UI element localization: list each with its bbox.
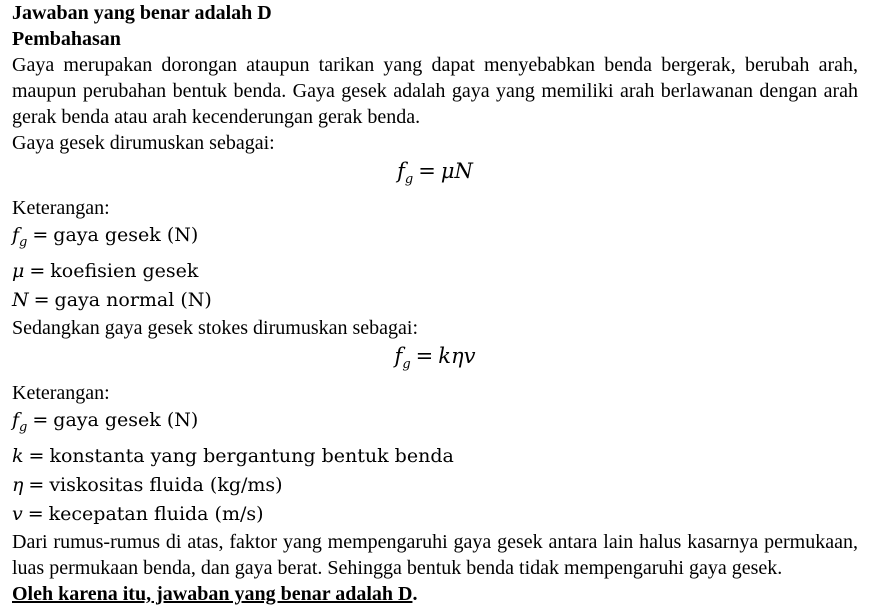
legend-item	[12, 442, 858, 471]
legend-symbol: N	[12, 289, 29, 311]
formula-intro: Gaya gesek dirumuskan sebagai:	[12, 132, 275, 154]
formula-rhs: μN	[440, 159, 473, 183]
conclusion-paragraph: Dari rumus-rumus di atas, faktor yang mempengaruhi gaya gesek antara lain halus kasarnya permukaan, luas permukaan benda, dan gaya berat. Sehingga bentuk benda tidak mempengaruhi gaya gesek.	[12, 531, 858, 579]
stokes-formula	[12, 341, 858, 380]
legend-equals: =	[28, 474, 45, 496]
section-title: Pembahasan	[12, 28, 121, 50]
legend-item	[12, 500, 858, 529]
final-answer-period: .	[412, 583, 418, 605]
formula-rhs: kηv	[438, 344, 476, 368]
legend-symbol: μ	[12, 260, 25, 282]
legend-description: viskositas fluida (kg/ms)	[49, 474, 283, 496]
legend-symbol-subscript: g	[19, 420, 28, 435]
legend-description: gaya normal (N)	[54, 289, 212, 311]
legend-symbol: η	[12, 474, 24, 496]
formula-lhs: f	[394, 344, 403, 368]
solution-document	[12, 0, 858, 607]
final-answer	[12, 581, 858, 607]
legend-equals: =	[27, 503, 44, 525]
legend-title: Keterangan:	[12, 382, 110, 404]
legend-item	[12, 471, 858, 500]
legend-description: kecepatan fluida (m/s)	[48, 503, 264, 525]
legend-equals: =	[32, 224, 49, 246]
legend-list	[12, 406, 858, 529]
legend-description: gaya gesek (N)	[53, 224, 199, 246]
legend-equals: =	[28, 445, 45, 467]
formula-equals: =	[418, 159, 436, 183]
legend-item	[12, 286, 858, 315]
legend-equals: =	[29, 260, 46, 282]
legend-equals: =	[33, 289, 50, 311]
friction-formula	[12, 156, 858, 195]
legend-equals: =	[32, 409, 49, 431]
legend-description: konstanta yang bergantung bentuk benda	[49, 445, 454, 467]
stokes-intro: Sedangkan gaya gesek stokes dirumuskan sebagai:	[12, 317, 419, 339]
legend-symbol: f	[12, 224, 20, 246]
legend-item	[12, 257, 858, 286]
legend-list	[12, 221, 858, 315]
legend-symbol: v	[12, 503, 23, 525]
legend-title: Keterangan:	[12, 197, 110, 219]
formula-equals: =	[415, 344, 434, 368]
final-answer-text: Oleh karena itu, jawaban yang benar adalah D	[12, 583, 413, 605]
formula-lhs: f	[397, 159, 405, 183]
legend-symbol-subscript: g	[19, 235, 28, 250]
formula-lhs-subscript: g	[402, 357, 411, 372]
legend-symbol: f	[12, 409, 20, 431]
legend-description: koefisien gesek	[50, 260, 199, 282]
answer-line: Jawaban yang benar adalah D	[12, 2, 272, 24]
legend-item	[12, 221, 858, 257]
legend-symbol: k	[12, 445, 24, 467]
legend-description: gaya gesek (N)	[53, 409, 199, 431]
formula-lhs-subscript: g	[404, 172, 414, 187]
legend-item	[12, 406, 858, 442]
intro-paragraph: Gaya merupakan dorongan ataupun tarikan yang dapat menyebabkan benda bergerak, berubah arah, maupun perubahan bentuk benda. Gaya gesek adalah gaya yang memiliki arah berlawanan dengan arah gerak benda atau arah kecenderungan gerak benda.	[12, 54, 858, 128]
